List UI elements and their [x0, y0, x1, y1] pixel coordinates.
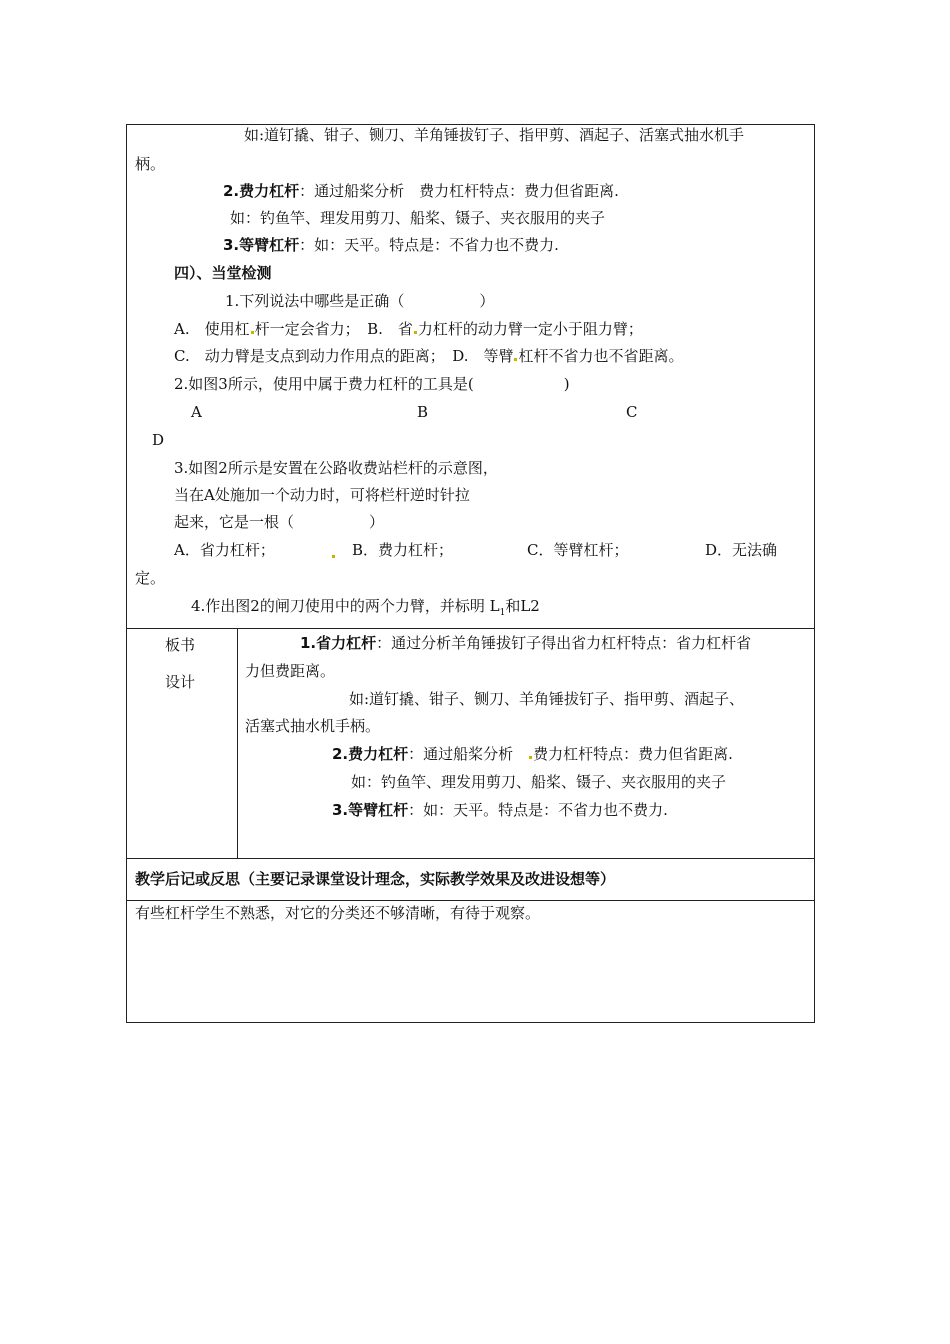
question-3-line2: 当在A处施加一个动力时，可将栏杆逆时针拉	[174, 486, 470, 504]
fei-li-num: 2.	[223, 182, 240, 200]
question-2: 2.如图3所示，使用中属于费力杠杆的工具是( )	[174, 375, 570, 393]
highlight-mark	[529, 756, 532, 759]
deng-bi-lever-line	[223, 235, 559, 255]
board-fei-li-feature: 费力杠杆特点：费力但省距离.	[533, 745, 733, 763]
board-deng-bi-text: ：如：天平。特点是：不省力也不费力.	[408, 801, 668, 819]
q1-option-a-part1: A. 使用杠	[174, 320, 250, 338]
fei-li-title: 费力杠杆	[239, 182, 300, 200]
board-sheng-li-title: 省力杠杆	[316, 634, 377, 652]
fei-li-examples: 如：钓鱼竿、理发用剪刀、船桨、镊子、夹衣服用的夹子	[230, 209, 606, 227]
q1-option-d: 杠杆不省力也不省距离。	[518, 347, 684, 365]
q1-option-c: C. 动力臂是支点到动力作用点的距离； D. 等臂	[174, 347, 514, 365]
q4-subscript: 1	[499, 608, 506, 618]
highlight-mark	[251, 331, 254, 334]
board-examples-line1: 如:道钉撬、钳子、铡刀、羊角锤拔钉子、指甲剪、酒起子、	[349, 690, 745, 708]
q3-option-b: B．费力杠杆；	[352, 541, 454, 559]
question-1: 1.下列说法中哪些是正确（ ）	[225, 292, 495, 310]
board-fei-li-examples: 如：钓鱼竿、理发用剪刀、船桨、镊子、夹衣服用的夹子	[351, 773, 727, 791]
q3-option-c: C．等臂杠杆；	[527, 541, 629, 559]
lesson-content-section	[127, 125, 814, 629]
lesson-plan-table	[126, 124, 815, 1023]
reflection-heading: 教学后记或反思（主要记录课堂设计理念，实际教学效果及改进设想等）	[135, 870, 616, 888]
question-3-line3: 起来，它是一根（ ）	[174, 513, 385, 531]
q1-option-a-part2: 杆一定会省力； B. 省	[254, 320, 413, 338]
deng-bi-num: 3.	[223, 236, 240, 254]
board-sheng-li-num: 1.	[300, 634, 317, 652]
highlight-mark	[414, 331, 417, 334]
board-label-line2: 设计	[165, 673, 196, 691]
board-fei-li-text: ：通过船桨分析	[408, 745, 529, 763]
lever-examples-continuation: 柄。	[135, 155, 166, 173]
lever-examples-line: 如:道钉撬、钳子、铡刀、羊角锤拔钉子、指甲剪、酒起子、活塞式抽水机手	[244, 126, 745, 144]
board-fei-li-num: 2.	[332, 745, 349, 763]
board-design-section	[127, 629, 814, 859]
highlight-mark	[332, 555, 335, 558]
board-sheng-li-continuation: 力但费距离。	[245, 662, 336, 680]
section-4-title: 四）、当堂检测	[174, 264, 272, 282]
board-fei-li-line	[332, 744, 733, 764]
q3-option-a: A．省力杠杆；	[174, 541, 275, 559]
q3-option-d-continuation: 定。	[135, 569, 166, 587]
reflection-body: 有些杠杆学生不熟悉，对它的分类还不够清晰，有待于观察。	[135, 904, 541, 922]
q3-option-d: D．无法确	[705, 541, 778, 559]
q4-text: 4.作出图2的闸刀使用中的两个力臂，并标明 L	[191, 597, 500, 615]
board-examples-line2: 活塞式抽水机手柄。	[245, 717, 381, 735]
deng-bi-text: ：如：天平。特点是：不省力也不费力.	[299, 236, 559, 254]
question-1-options-cd	[174, 346, 684, 366]
q2-option-a: A	[191, 403, 202, 421]
board-sheng-li-line	[300, 633, 751, 653]
board-label-cell	[127, 629, 238, 858]
q2-option-c: C	[626, 403, 638, 421]
q4-text-end: 和L2	[505, 597, 540, 615]
fei-li-text: ：通过船桨分析 费力杠杆特点：费力但省距离.	[299, 182, 619, 200]
board-label-line1: 板书	[165, 636, 196, 654]
board-sheng-li-text: ：通过分析羊角锤拔钉子得出省力杠杆特点：省力杠杆省	[376, 634, 752, 652]
reflection-body-row	[127, 901, 814, 1023]
fei-li-lever-line	[223, 181, 619, 201]
deng-bi-title: 等臂杠杆	[239, 236, 300, 254]
board-deng-bi-num: 3.	[332, 801, 349, 819]
board-fei-li-title: 费力杠杆	[348, 745, 409, 763]
q2-option-b: B	[417, 403, 429, 421]
question-1-options-ab	[174, 319, 643, 339]
board-deng-bi-line	[332, 800, 668, 820]
question-3-line1: 3.如图2所示是安置在公路收费站栏杆的示意图，	[174, 459, 498, 477]
board-deng-bi-title: 等臂杠杆	[348, 801, 409, 819]
q1-option-b: 力杠杆的动力臂一定小于阻力臂；	[417, 320, 643, 338]
q2-option-d: D	[152, 431, 165, 449]
question-4	[191, 596, 540, 623]
reflection-heading-row	[127, 859, 814, 901]
